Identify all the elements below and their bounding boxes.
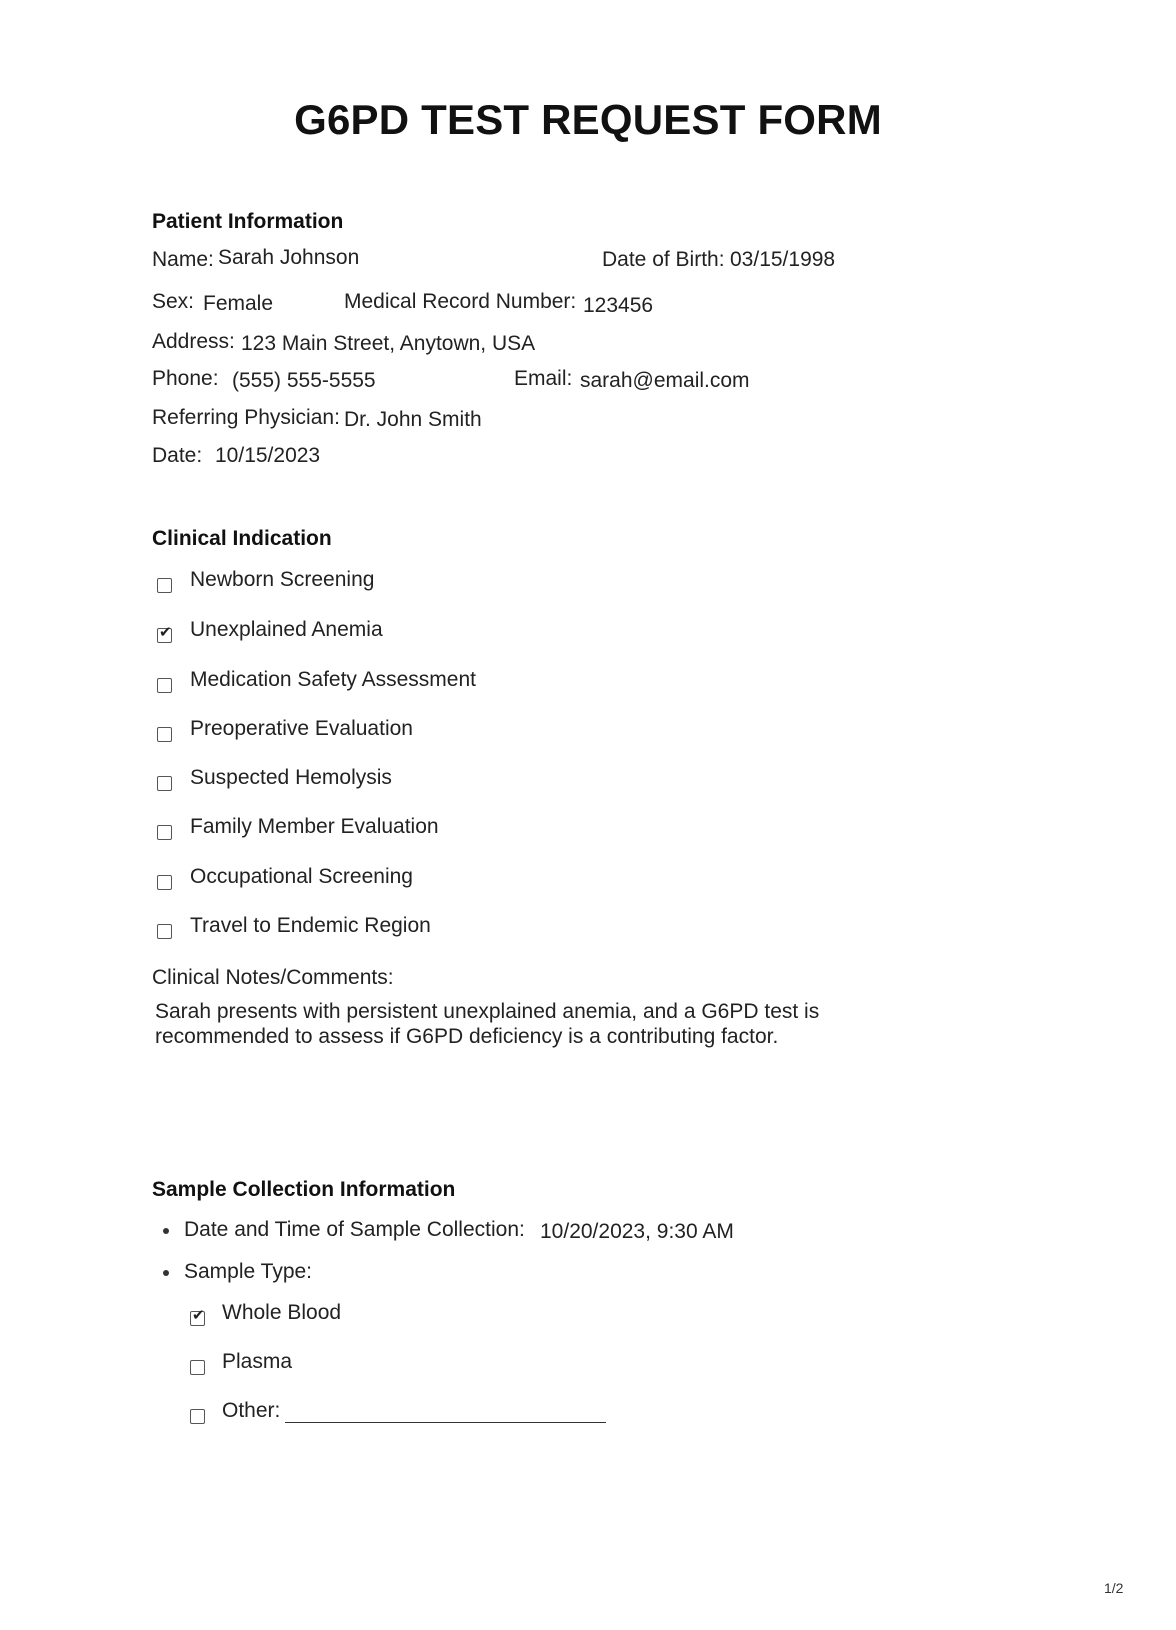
sample-collection-heading: Sample Collection Information — [152, 1178, 456, 1201]
check-icon: ✔ — [159, 624, 172, 641]
option-unexplained-anemia: Unexplained Anemia — [190, 618, 383, 641]
physician-label: Referring Physician: — [152, 406, 340, 429]
check-icon: ✔ — [192, 1307, 205, 1324]
option-suspected-hemolysis: Suspected Hemolysis — [190, 766, 392, 789]
option-medication-safety: Medication Safety Assessment — [190, 668, 476, 691]
checkbox-family-member-evaluation[interactable] — [157, 825, 172, 840]
patient-info-heading: Patient Information — [152, 210, 344, 233]
bullet-icon — [163, 1270, 169, 1276]
mrn-label: Medical Record Number: — [344, 290, 577, 313]
sex-label: Sex: — [152, 290, 195, 313]
checkbox-unexplained-anemia[interactable] — [157, 624, 172, 643]
checkbox-occupational-screening[interactable] — [157, 875, 172, 890]
checkbox-travel-endemic-region[interactable] — [157, 924, 172, 939]
page-number: 1/2 — [1104, 1580, 1124, 1596]
sample-type-plasma: Plasma — [222, 1350, 293, 1373]
option-occupational-screening: Occupational Screening — [190, 865, 413, 888]
checkbox-plasma[interactable] — [190, 1360, 205, 1375]
other-blank-line[interactable] — [285, 1422, 606, 1423]
dob-value[interactable]: 03/15/1998 — [730, 248, 836, 271]
name-label: Name: — [152, 248, 214, 271]
date-value[interactable]: 10/15/2023 — [215, 444, 321, 467]
checkbox-preoperative-evaluation[interactable] — [157, 727, 172, 742]
sample-type-label: Sample Type: — [184, 1260, 313, 1283]
collection-datetime-label: Date and Time of Sample Collection: — [184, 1218, 525, 1241]
name-value[interactable]: Sarah Johnson — [218, 246, 360, 269]
clinical-notes-label: Clinical Notes/Comments: — [152, 966, 394, 989]
option-family-member-evaluation: Family Member Evaluation — [190, 815, 439, 838]
dob-label: Date of Birth: — [602, 248, 725, 271]
option-preoperative-evaluation: Preoperative Evaluation — [190, 717, 413, 740]
checkbox-newborn-screening[interactable] — [157, 578, 172, 593]
checkbox-medication-safety[interactable] — [157, 678, 172, 693]
page-title: G6PD TEST REQUEST FORM — [294, 96, 882, 143]
email-value[interactable]: sarah@email.com — [580, 369, 750, 392]
clinical-notes-value[interactable]: Sarah presents with persistent unexplained anemia, and a G6PD test is recommended to assess if G6PD deficiency is a contributing factor. — [155, 1000, 820, 1048]
bullet-icon — [163, 1228, 169, 1234]
sample-type-whole-blood: Whole Blood — [222, 1301, 342, 1324]
phone-value[interactable]: (555) 555-5555 — [232, 369, 376, 392]
email-label: Email: — [514, 367, 573, 390]
address-value[interactable]: 123 Main Street, Anytown, USA — [241, 332, 536, 355]
date-label: Date: — [152, 444, 203, 467]
collection-datetime-value[interactable]: 10/20/2023, 9:30 AM — [540, 1220, 734, 1243]
clinical-indication-heading: Clinical Indication — [152, 527, 332, 550]
phone-label: Phone: — [152, 367, 219, 390]
option-newborn-screening: Newborn Screening — [190, 568, 375, 591]
option-travel-endemic-region: Travel to Endemic Region — [190, 914, 431, 937]
mrn-value[interactable]: 123456 — [583, 294, 654, 317]
checkbox-suspected-hemolysis[interactable] — [157, 776, 172, 791]
address-label: Address: — [152, 330, 235, 353]
sex-value[interactable]: Female — [203, 292, 274, 315]
checkbox-other[interactable] — [190, 1409, 205, 1424]
checkbox-whole-blood[interactable] — [190, 1307, 205, 1326]
physician-value[interactable]: Dr. John Smith — [344, 408, 482, 431]
sample-type-other: Other: — [222, 1399, 281, 1422]
